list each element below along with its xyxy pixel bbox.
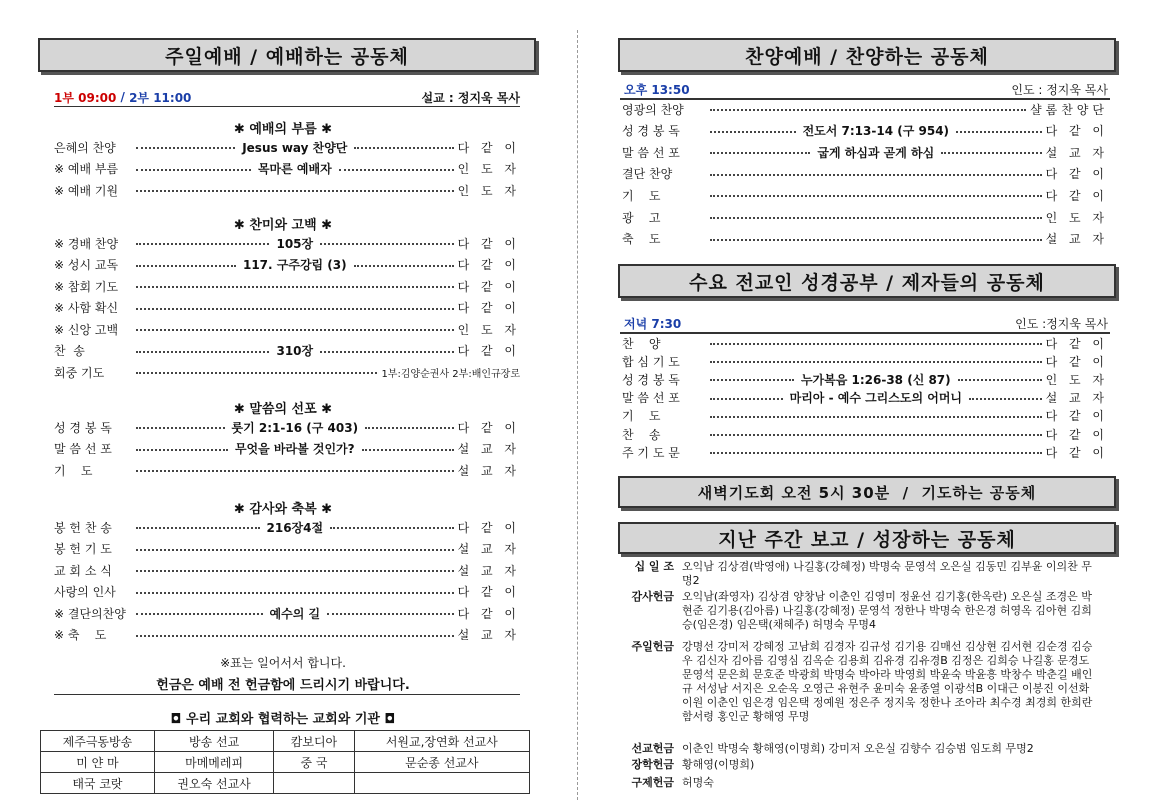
order-leader: 인 도 자 bbox=[457, 183, 520, 198]
second-service-time: 2부 11:00 bbox=[129, 90, 192, 105]
order-leader: 설 교 자 bbox=[1045, 232, 1108, 247]
first-service-time: 1부 09:00 bbox=[54, 90, 117, 105]
partner-row bbox=[41, 752, 530, 773]
order-label: ※ 신앙 고백 bbox=[54, 322, 119, 337]
dot-leader bbox=[136, 527, 260, 529]
order-content: 216장4절 bbox=[266, 520, 324, 535]
report-names: 오익남 김상겸(박영애) 나길홍(강혜정) 박명숙 문영석 오은실 김동민 김부윤 이의찬 무명2 bbox=[682, 560, 1092, 587]
order-leader: 다 같 이 bbox=[1045, 188, 1108, 203]
dot-leader bbox=[327, 613, 454, 615]
order-leader: 다 같 이 bbox=[1045, 124, 1109, 139]
partner-cell bbox=[274, 773, 354, 794]
page-divider bbox=[577, 30, 578, 800]
order-leader: 인 도 자 bbox=[1045, 210, 1108, 225]
dot-leader bbox=[710, 195, 1042, 197]
dot-leader bbox=[330, 527, 454, 529]
order-row bbox=[622, 122, 1108, 140]
section-title: ✱ 찬미와 고백 ✱ bbox=[233, 218, 333, 233]
dawn-prayer-title bbox=[618, 476, 1116, 508]
order-content: 105장 bbox=[276, 236, 314, 251]
report-names: 강명선 강미저 강혜정 고남희 김경자 김규성 김기용 김매선 김상현 김서현 김순경 김승우 김신자 김아름 김영심 김옥순 김용희 김유경 김유경B 김정은 김희승 나길홍 문경도 문영석 문은희 문호준 박광희 박명숙 박아라 박영희 박윤숙 박윤흥 박창수 박춘길 배인규 서성남 서지은 오순옥 오영근 유현주 윤미숙 윤종열 이광석B 이대근 이봉진 이선화 이원 이춘인 임은경 임은택 정예원 정은주 정지욱 정한나 조아라 최수경 최경희 한희란 함서령 홍인군 황해영 무명 bbox=[682, 640, 1093, 723]
weekly-report-title bbox=[618, 522, 1116, 554]
order-label: 말 씀 선 포 bbox=[622, 391, 680, 406]
wednesday-time: 저녁 7:30 bbox=[624, 316, 682, 331]
dot-leader bbox=[136, 449, 228, 451]
order-leader: 다 같 이 bbox=[1045, 336, 1108, 351]
order-leader: 인 도 자 bbox=[1045, 372, 1109, 387]
section-title: ✱ 말씀의 선포 ✱ bbox=[233, 402, 333, 417]
partner-cell: 캄보디아 bbox=[274, 731, 354, 752]
offering-underline bbox=[54, 694, 520, 695]
order-row bbox=[622, 165, 1108, 183]
partner-cell: 태국 코랏 bbox=[41, 773, 155, 794]
order-label: 찬 송 bbox=[622, 427, 661, 442]
order-content: 누가복음 1:26-38 (신 87) bbox=[800, 372, 951, 387]
order-label: 광 고 bbox=[622, 210, 661, 225]
dot-leader bbox=[710, 398, 783, 400]
order-row bbox=[622, 352, 1108, 370]
report-category: 구제헌금 bbox=[631, 776, 674, 789]
partners-table bbox=[40, 730, 530, 794]
praise-leader: 인도 : 정지욱 목사 bbox=[1011, 82, 1108, 97]
order-leader: 다 같 이 bbox=[457, 258, 520, 272]
order-row bbox=[54, 363, 520, 381]
order-row bbox=[54, 418, 520, 436]
order-row bbox=[622, 230, 1108, 248]
order-label: 영광의 찬양 bbox=[622, 102, 684, 117]
report-category: 감사헌금 bbox=[631, 590, 674, 603]
order-row bbox=[622, 100, 1108, 118]
order-row bbox=[54, 320, 520, 338]
praise-service-title-text: 찬양예배 / 찬양하는 공동체 bbox=[745, 45, 989, 68]
order-label: 주 기 도 문 bbox=[622, 445, 680, 460]
dot-leader bbox=[136, 470, 454, 472]
order-row bbox=[54, 234, 520, 252]
order-row bbox=[622, 443, 1108, 461]
report-category: 십 일 조 bbox=[634, 560, 674, 573]
dot-leader bbox=[710, 152, 810, 154]
dot-leader bbox=[710, 379, 794, 381]
order-row bbox=[622, 407, 1108, 425]
order-row bbox=[54, 181, 520, 199]
order-leader: 설 교 자 bbox=[1045, 391, 1109, 406]
dot-leader bbox=[136, 286, 454, 288]
order-row bbox=[622, 425, 1108, 443]
dot-leader bbox=[710, 452, 1042, 454]
dot-leader bbox=[136, 372, 377, 374]
wednesday-leader: 인도 :정지욱 목사 bbox=[1015, 316, 1108, 331]
order-leader: 다 같 이 bbox=[457, 520, 520, 535]
dot-leader bbox=[710, 174, 1042, 176]
partner-cell: 문순종 선교사 bbox=[354, 752, 529, 773]
order-label: 성 경 봉 독 bbox=[54, 420, 112, 435]
dot-leader bbox=[710, 416, 1042, 418]
dot-leader bbox=[136, 427, 225, 429]
order-row bbox=[54, 540, 520, 558]
order-label: 합 심 기 도 bbox=[622, 354, 680, 369]
left-column bbox=[36, 0, 526, 812]
order-label: 찬 양 bbox=[622, 336, 661, 351]
order-row bbox=[54, 277, 520, 295]
dot-leader bbox=[362, 449, 454, 451]
order-content: 310장 bbox=[276, 344, 314, 358]
order-row bbox=[54, 299, 520, 317]
dot-leader bbox=[710, 343, 1042, 345]
order-content: 예수의 길 bbox=[269, 606, 321, 621]
order-leader: 다 같 이 bbox=[457, 236, 520, 251]
order-label: 찬 송 bbox=[54, 344, 85, 358]
dot-leader bbox=[710, 434, 1042, 436]
partner-row bbox=[41, 773, 530, 794]
dot-leader bbox=[136, 169, 251, 171]
dot-leader bbox=[136, 592, 454, 594]
dot-leader bbox=[136, 549, 454, 551]
order-label: 봉 헌 기 도 bbox=[54, 542, 112, 556]
dot-leader bbox=[136, 351, 269, 353]
order-row bbox=[54, 461, 520, 479]
order-label: 성 경 봉 독 bbox=[622, 372, 680, 387]
dot-leader bbox=[136, 613, 263, 615]
order-leader: 다 같 이 bbox=[457, 606, 521, 621]
dot-leader bbox=[136, 265, 236, 267]
dot-leader bbox=[136, 308, 454, 310]
partner-cell: 미 얀 마 bbox=[41, 752, 155, 773]
order-content: 룻기 2:1-16 (구 403) bbox=[231, 420, 359, 435]
dawn-prayer-title-text: 새벽기도회 오전 5시 30분 / 기도하는 공동체 bbox=[697, 483, 1037, 502]
report-category: 장학헌금 bbox=[631, 758, 674, 771]
order-leader: 다 같 이 bbox=[1045, 445, 1108, 460]
dot-leader bbox=[969, 398, 1042, 400]
right-column bbox=[616, 0, 1116, 812]
order-label: ※ 예배 기원 bbox=[54, 183, 119, 198]
order-leader: 다 같 이 bbox=[457, 420, 521, 435]
dot-leader bbox=[365, 427, 454, 429]
order-row bbox=[622, 334, 1108, 352]
dot-leader bbox=[339, 169, 454, 171]
order-label: 말 씀 선 포 bbox=[54, 442, 112, 456]
dot-leader bbox=[710, 217, 1042, 219]
wednesday-info-row bbox=[624, 314, 1108, 332]
weekly-report-title-text: 지난 주간 보고 / 성장하는 공동체 bbox=[718, 528, 1016, 551]
order-content: 마리아 - 예수 그리스도의 어머니 bbox=[789, 391, 962, 406]
partners-title: ◘ 우리 교회와 협력하는 교회와 기관 ◘ bbox=[170, 712, 396, 727]
order-label: 회중 기도 bbox=[54, 365, 105, 380]
dot-leader bbox=[958, 379, 1042, 381]
standing-note: ※표는 일어서서 합니다. bbox=[220, 656, 346, 670]
service-info-row bbox=[54, 88, 520, 106]
report-names: 허명숙 bbox=[682, 776, 714, 789]
order-content: Jesus way 찬양단 bbox=[242, 140, 348, 155]
order-leader: 다 같 이 bbox=[1045, 409, 1108, 424]
dot-leader bbox=[710, 239, 1042, 241]
order-label: ※ 결단의찬양 bbox=[54, 606, 126, 621]
dot-leader bbox=[354, 147, 453, 149]
order-row bbox=[54, 256, 520, 274]
order-leader: 다 같 이 bbox=[1045, 427, 1108, 442]
order-label: 교 회 소 식 bbox=[54, 563, 112, 578]
praise-info-row bbox=[624, 80, 1108, 98]
dot-leader bbox=[136, 147, 235, 149]
order-label: ※ 사함 확신 bbox=[54, 301, 119, 315]
dot-leader bbox=[136, 243, 269, 245]
order-label: 결단 찬양 bbox=[622, 167, 673, 182]
order-leader: 다 같 이 bbox=[457, 140, 521, 155]
order-row bbox=[54, 440, 520, 458]
order-leader: 인 도 자 bbox=[457, 162, 521, 176]
order-row bbox=[622, 143, 1108, 161]
order-row bbox=[622, 389, 1108, 407]
wednesday-title bbox=[618, 264, 1116, 298]
order-label: ※ 성시 교독 bbox=[54, 258, 119, 272]
order-leader: 설 교 자 bbox=[457, 563, 520, 578]
order-content: 굽게 하심과 곧게 하심 bbox=[817, 145, 935, 160]
order-label: 말 씀 선 포 bbox=[622, 145, 680, 160]
order-content: 무엇을 바라볼 것인가? bbox=[234, 442, 355, 456]
order-row bbox=[54, 604, 520, 622]
dot-leader bbox=[710, 361, 1042, 363]
dot-leader bbox=[710, 109, 1026, 111]
order-row bbox=[54, 138, 520, 156]
order-label: ※ 축 도 bbox=[54, 628, 107, 642]
dot-leader bbox=[320, 351, 453, 353]
order-label: 축 도 bbox=[622, 232, 661, 247]
order-row bbox=[54, 342, 520, 360]
order-row bbox=[622, 208, 1108, 226]
dot-leader bbox=[354, 265, 454, 267]
partner-cell: 권오숙 선교사 bbox=[154, 773, 273, 794]
partner-cell: 서원교,장연화 선교사 bbox=[354, 731, 529, 752]
order-leader: 다 같 이 bbox=[457, 301, 520, 315]
order-leader: 인 도 자 bbox=[457, 322, 520, 337]
order-label: ※ 경배 찬양 bbox=[54, 236, 119, 251]
order-leader: 설 교 자 bbox=[457, 463, 520, 478]
partner-row bbox=[41, 731, 530, 752]
partner-cell: 중 국 bbox=[274, 752, 354, 773]
order-row bbox=[622, 186, 1108, 204]
partner-cell bbox=[354, 773, 529, 794]
order-label: 성 경 봉 독 bbox=[622, 124, 680, 139]
order-leader: 다 같 이 bbox=[457, 585, 520, 599]
order-label: ※ 참회 기도 bbox=[54, 279, 119, 294]
sunday-service-title-text: 주일예배 / 예배하는 공동체 bbox=[165, 45, 409, 68]
dot-leader bbox=[320, 243, 453, 245]
order-row bbox=[54, 518, 520, 536]
praise-service-title bbox=[618, 38, 1116, 72]
report-names: 오익남(좌영자) 김상겸 양창남 이춘인 김영미 정윤선 김기홍(한옥란) 오은실 조경은 박현준 김기용(김아름) 나길홍(강혜정) 문영석 정한나 박명숙 한은경 허영옥 김아현 김희승(임은경) 임은택(채혜주) 허명숙 무명4 bbox=[682, 590, 1092, 631]
praise-time: 오후 13:50 bbox=[624, 82, 690, 97]
order-label: 봉 헌 찬 송 bbox=[54, 520, 112, 535]
report-category: 주일헌금 bbox=[631, 640, 674, 653]
order-leader: 설 교 자 bbox=[457, 542, 520, 556]
time-separator: / bbox=[116, 90, 130, 104]
preacher: 설교 : 정지욱 목사 bbox=[421, 90, 520, 105]
order-leader: 설 교 자 bbox=[457, 442, 520, 456]
order-leader: 다 같 이 bbox=[457, 279, 520, 294]
dot-leader bbox=[941, 152, 1041, 154]
order-label: 기 도 bbox=[622, 409, 661, 424]
report-names: 황해영(이명희) bbox=[682, 758, 755, 771]
order-row bbox=[54, 626, 520, 644]
wednesday-title-text: 수요 전교인 성경공부 / 제자들의 공동체 bbox=[689, 271, 1045, 294]
order-content: 목마른 예배자 bbox=[257, 162, 332, 176]
order-leader: 다 같 이 bbox=[457, 344, 520, 358]
partner-cell: 제주극동방송 bbox=[41, 731, 155, 752]
report-category: 선교헌금 bbox=[631, 742, 674, 755]
section-title: ✱ 감사와 축복 ✱ bbox=[233, 502, 333, 517]
order-leader: 1부:김양순권사 2부:배인규장로 bbox=[381, 368, 520, 380]
partner-cell: 마메메레피 bbox=[154, 752, 273, 773]
sunday-service-title bbox=[38, 38, 536, 72]
dot-leader bbox=[956, 131, 1042, 133]
order-row bbox=[54, 583, 520, 601]
partner-cell: 방송 선교 bbox=[154, 731, 273, 752]
dot-leader bbox=[710, 131, 796, 133]
report-names: 이춘인 박명숙 황해영(이명희) 강미저 오은실 김향수 김승범 임도희 무명2 bbox=[682, 742, 1034, 755]
order-content: 전도서 7:13-14 (구 954) bbox=[802, 124, 950, 139]
dot-leader bbox=[136, 635, 454, 637]
dot-leader bbox=[136, 190, 454, 192]
order-content: 117. 구주강림 (3) bbox=[242, 258, 347, 272]
order-leader: 다 같 이 bbox=[1045, 167, 1108, 182]
order-row bbox=[54, 561, 520, 579]
order-row bbox=[54, 160, 520, 178]
order-leader: 샬롬찬양단 bbox=[1030, 102, 1108, 117]
section-title: ✱ 예배의 부름 ✱ bbox=[233, 122, 333, 137]
order-leader: 다 같 이 bbox=[1045, 354, 1108, 369]
order-leader: 설 교 자 bbox=[457, 628, 520, 642]
order-label: 사랑의 인사 bbox=[54, 585, 116, 599]
order-label: 기 도 bbox=[622, 188, 661, 203]
order-row bbox=[622, 370, 1108, 388]
dot-leader bbox=[136, 329, 454, 331]
offering-note: 헌금은 예배 전 헌금함에 드리시기 바랍니다. bbox=[156, 678, 410, 693]
order-label: 기 도 bbox=[54, 463, 93, 478]
dot-leader bbox=[136, 570, 454, 572]
info-underline bbox=[54, 106, 520, 107]
order-label: 은혜의 찬양 bbox=[54, 140, 116, 155]
order-leader: 설 교 자 bbox=[1045, 145, 1108, 160]
order-label: ※ 예배 부름 bbox=[54, 162, 119, 176]
